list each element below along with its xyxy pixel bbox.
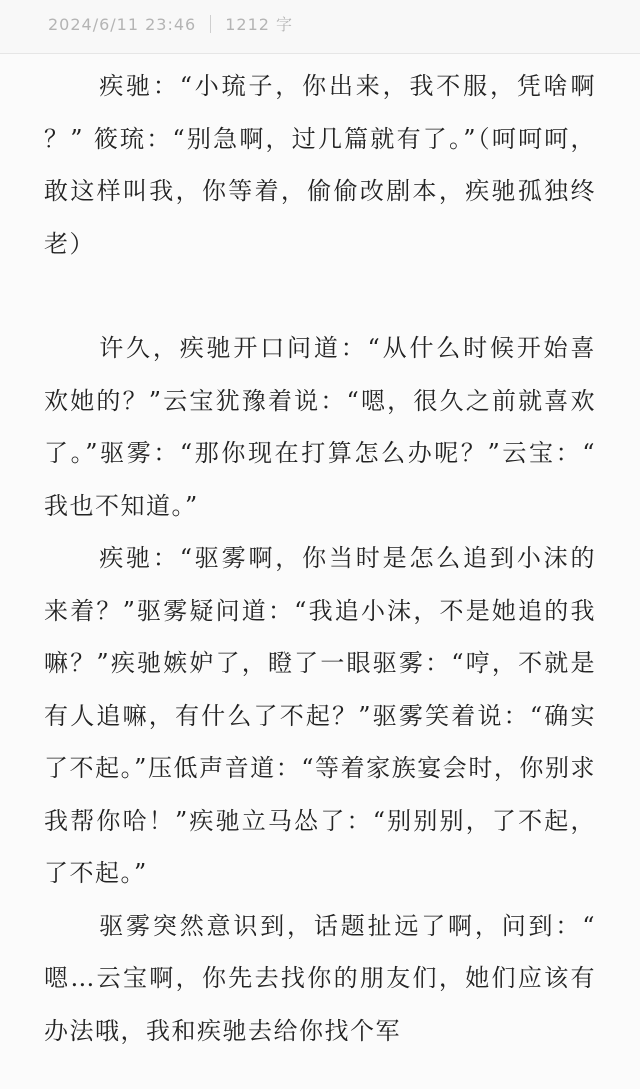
note-header bbox=[0, 0, 640, 54]
note-meta bbox=[48, 12, 293, 35]
meta-divider bbox=[210, 15, 211, 33]
note-word-count: 1212 字 bbox=[225, 15, 294, 34]
paragraph-3: 疾驰：“驱雾啊，你当时是怎么追到小沫的来着？”驱雾疑问道：“我追小沫，不是她追的我嘛？”疾驰嫉妒了，瞪了一眼驱雾：“哼，不就是有人追嘛，有什么了不起？”驱雾笑着说：“确实了不起。”压低声音道：“等着家族宴会时，你别求我帮你哈！”疾驰立马怂了：“别别别，了不起，了不起。” bbox=[44, 544, 596, 887]
paragraph-1: 疾驰：“小琉子，你出来，我不服，凭啥啊？” 筱琉：“别急啊，过几篇就有了。”（呵呵呵，敢这样叫我，你等着，偷偷改剧本，疾驰孤独终老） bbox=[44, 72, 596, 258]
note-body[interactable] bbox=[44, 60, 596, 1057]
note-datetime: 2024/6/11 23:46 bbox=[48, 15, 197, 34]
paragraph-2: 许久，疾驰开口问道：“从什么时候开始喜欢她的？”云宝犹豫着说：“嗯，很久之前就喜欢了。”驱雾：“那你现在打算怎么办呢？”云宝：“我也不知道。” bbox=[44, 334, 596, 520]
paragraph-4: 驱雾突然意识到，话题扯远了啊，问到：“嗯…云宝啊，你先去找你的朋友们，她们应该有办法哦，我和疾驰去给你找个军 bbox=[44, 911, 596, 1045]
